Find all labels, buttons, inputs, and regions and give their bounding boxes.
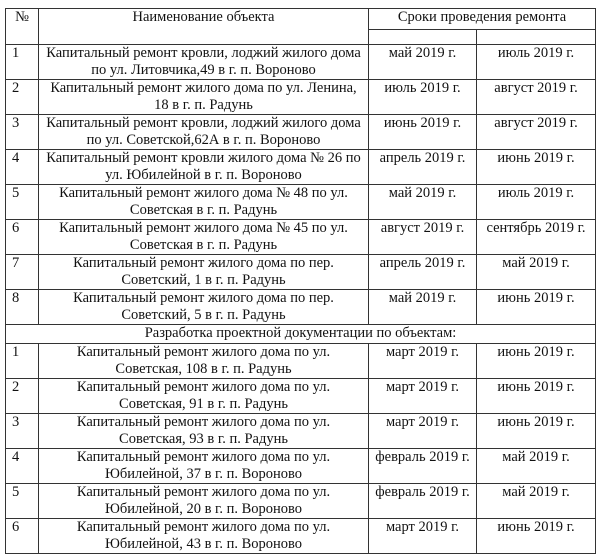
table-row [6,185,596,220]
table-row [6,414,596,449]
object-name: Капитальный ремонт жилого дома по ул. Ленина, 18 в г. п. Радунь [39,80,369,115]
row-number: 5 [6,185,39,220]
end-date: июнь 2019 г. [477,344,596,379]
object-name: Капитальный ремонт жилого дома по ул. Юбилейной, 37 в г. п. Вороново [39,449,369,484]
start-date: февраль 2019 г. [369,449,477,484]
section-title: Разработка проектной документации по объектам: [6,325,596,344]
header-end-cell [477,30,596,45]
object-name: Капитальный ремонт жилого дома по ул. Советская, 108 в г. п. Радунь [39,344,369,379]
table-row [6,344,596,379]
object-name: Капитальный ремонт жилого дома по пер. Советский, 1 в г. п. Радунь [39,255,369,290]
table-row [6,379,596,414]
row-number: 4 [6,449,39,484]
end-date: июнь 2019 г. [477,379,596,414]
object-name: Капитальный ремонт кровли, лоджий жилого дома по ул. Советской,62А в г. п. Вороново [39,115,369,150]
end-date: май 2019 г. [477,255,596,290]
row-number: 1 [6,344,39,379]
start-date: август 2019 г. [369,220,477,255]
header-num: № [6,9,39,45]
start-date: май 2019 г. [369,185,477,220]
table-row [6,519,596,554]
row-number: 2 [6,80,39,115]
end-date: сентябрь 2019 г. [477,220,596,255]
table-row [6,449,596,484]
end-date: июль 2019 г. [477,185,596,220]
start-date: май 2019 г. [369,290,477,325]
object-name: Капитальный ремонт жилого дома по пер. Советский, 5 в г. п. Радунь [39,290,369,325]
row-number: 1 [6,45,39,80]
row-number: 8 [6,290,39,325]
start-date: март 2019 г. [369,379,477,414]
object-name: Капитальный ремонт жилого дома № 45 по ул. Советская в г. п. Радунь [39,220,369,255]
end-date: июль 2019 г. [477,45,596,80]
end-date: май 2019 г. [477,449,596,484]
start-date: апрель 2019 г. [369,150,477,185]
section-row [6,325,596,344]
start-date: февраль 2019 г. [369,484,477,519]
table-row [6,220,596,255]
header-row [6,9,596,30]
header-start-cell [369,30,477,45]
table-row [6,484,596,519]
end-date: июнь 2019 г. [477,519,596,554]
table-row [6,150,596,185]
object-name: Капитальный ремонт жилого дома по ул. Юбилейной, 43 в г. п. Вороново [39,519,369,554]
row-number: 7 [6,255,39,290]
object-name: Капитальный ремонт кровли, лоджий жилого дома по ул. Литовчика,49 в г. п. Вороново [39,45,369,80]
end-date: май 2019 г. [477,484,596,519]
table-row [6,80,596,115]
row-number: 5 [6,484,39,519]
start-date: июль 2019 г. [369,80,477,115]
repair-schedule-table [5,8,596,554]
object-name: Капитальный ремонт жилого дома по ул. Советская, 93 в г. п. Радунь [39,414,369,449]
start-date: март 2019 г. [369,344,477,379]
header-name: Наименование объекта [39,9,369,45]
start-date: март 2019 г. [369,519,477,554]
end-date: июнь 2019 г. [477,290,596,325]
end-date: август 2019 г. [477,80,596,115]
row-number: 6 [6,220,39,255]
end-date: июнь 2019 г. [477,414,596,449]
object-name: Капитальный ремонт кровли жилого дома № 26 по ул. Юбилейной в г. п. Вороново [39,150,369,185]
row-number: 3 [6,115,39,150]
row-number: 2 [6,379,39,414]
row-number: 3 [6,414,39,449]
end-date: август 2019 г. [477,115,596,150]
end-date: июнь 2019 г. [477,150,596,185]
start-date: июнь 2019 г. [369,115,477,150]
row-number: 6 [6,519,39,554]
table-row [6,255,596,290]
table-body [6,9,596,554]
object-name: Капитальный ремонт жилого дома № 48 по ул. Советская в г. п. Радунь [39,185,369,220]
header-period: Сроки проведения ремонта [369,9,596,30]
start-date: март 2019 г. [369,414,477,449]
object-name: Капитальный ремонт жилого дома по ул. Юбилейной, 20 в г. п. Вороново [39,484,369,519]
object-name: Капитальный ремонт жилого дома по ул. Советская, 91 в г. п. Радунь [39,379,369,414]
row-number: 4 [6,150,39,185]
table-row [6,290,596,325]
table-row [6,115,596,150]
start-date: май 2019 г. [369,45,477,80]
table-row [6,45,596,80]
start-date: апрель 2019 г. [369,255,477,290]
